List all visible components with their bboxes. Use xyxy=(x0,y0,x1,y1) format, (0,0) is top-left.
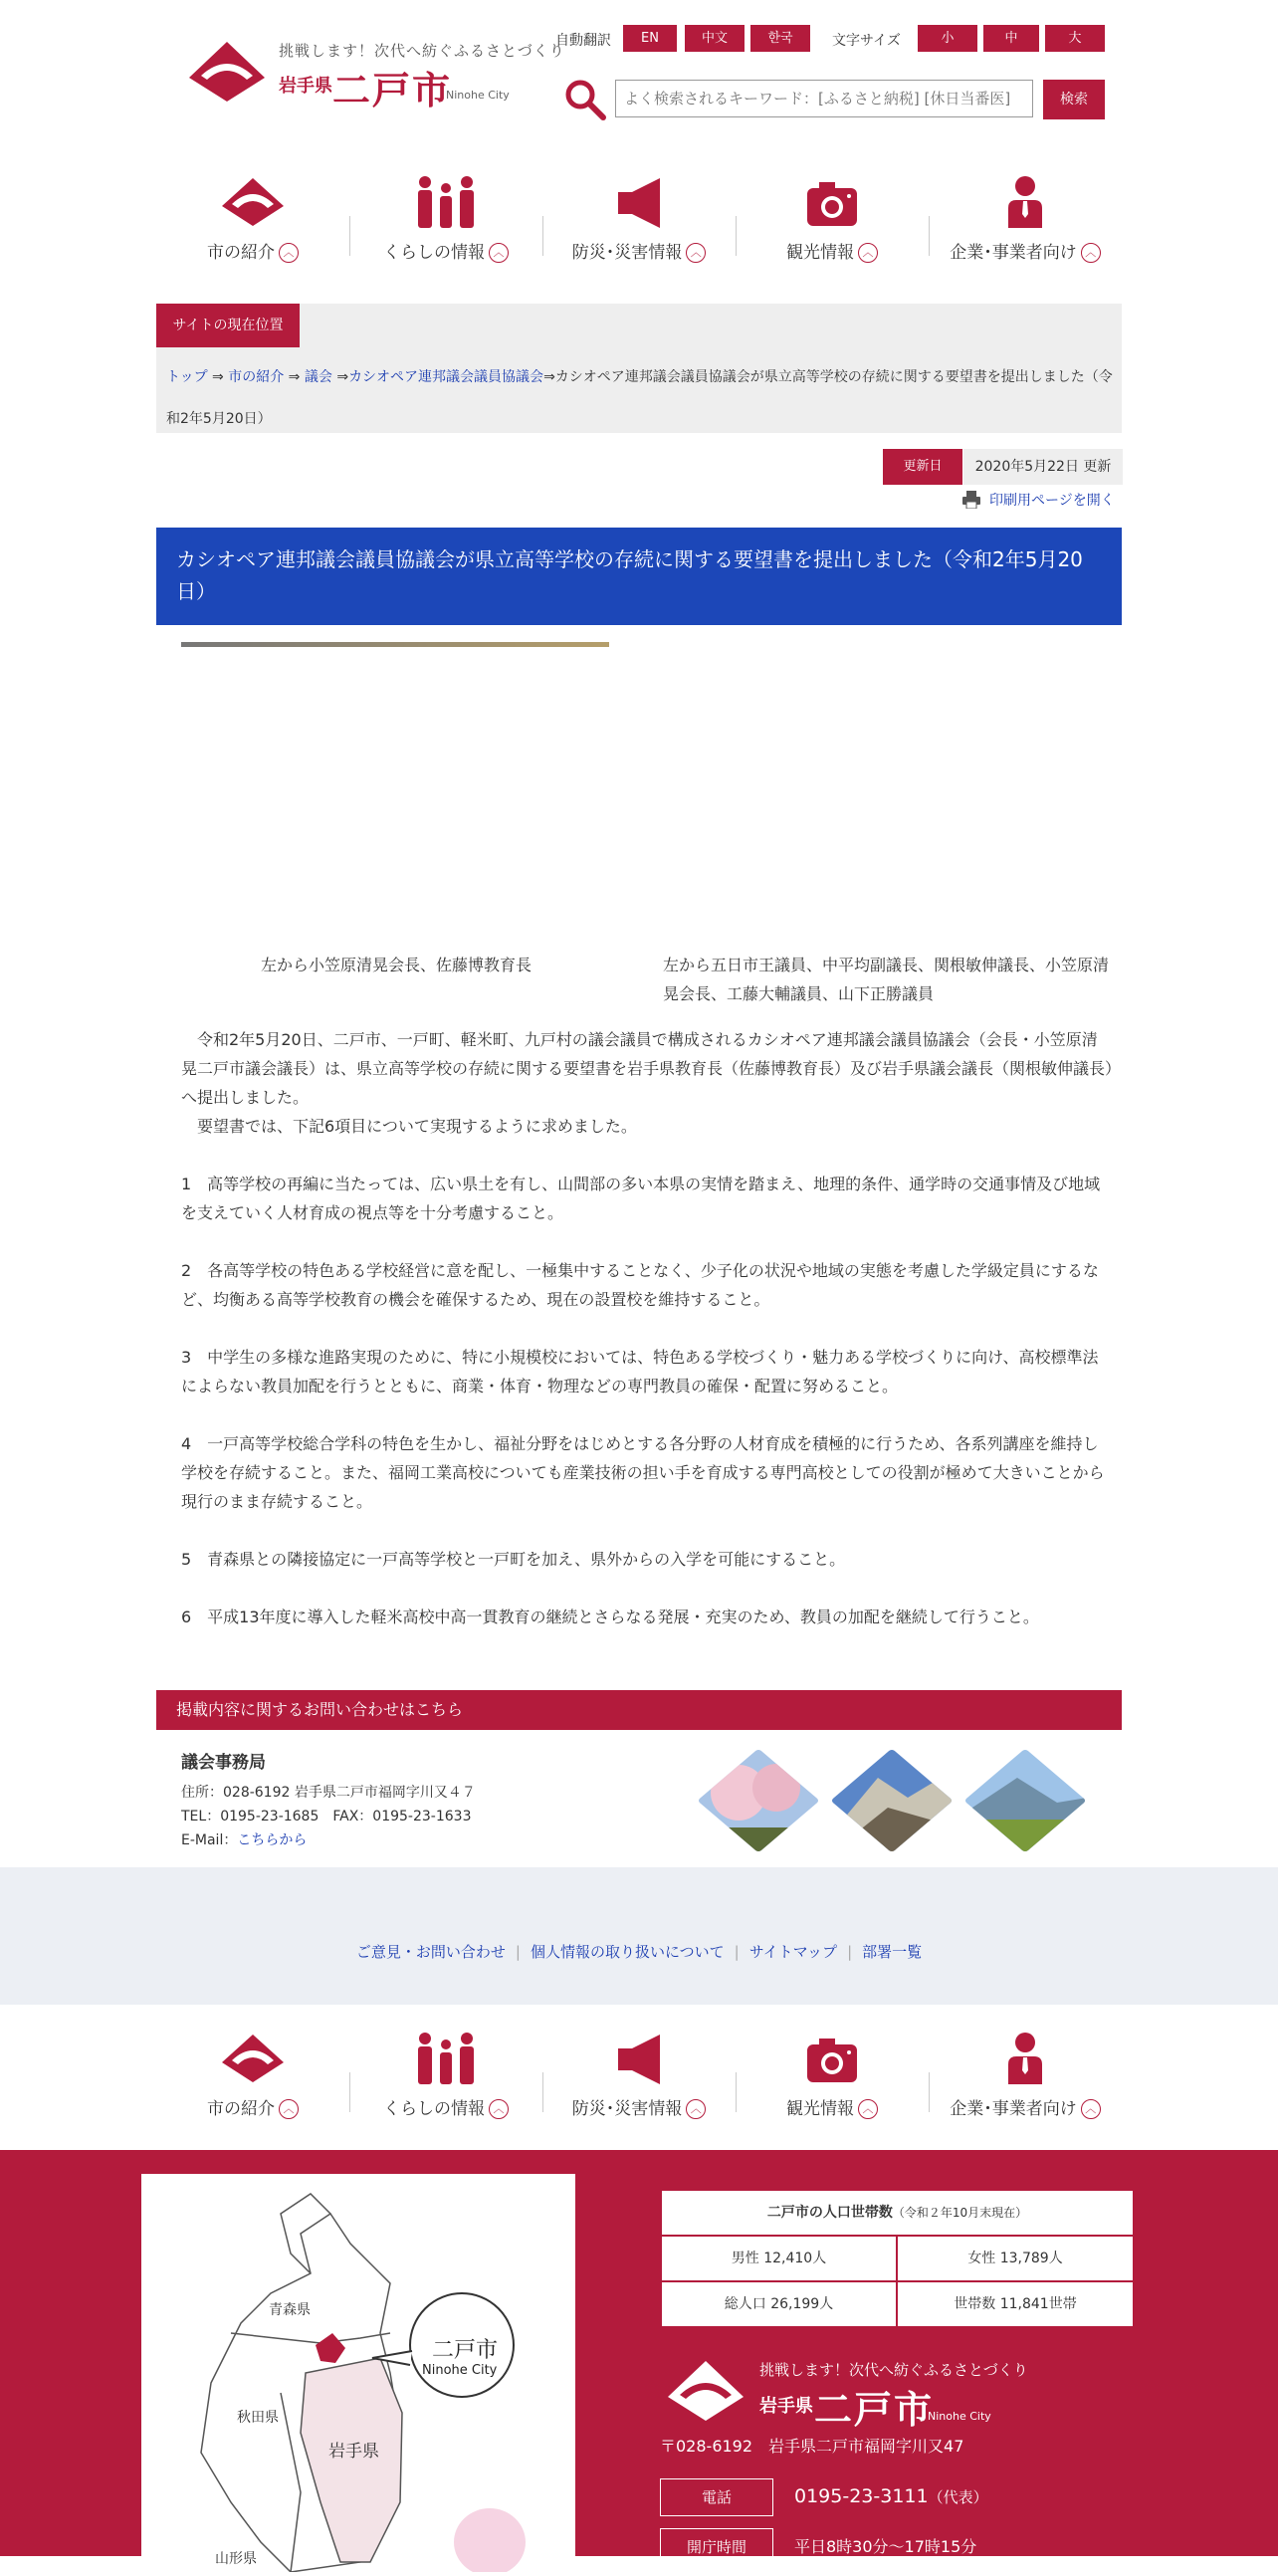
footer-link-departments[interactable]: 部署一覧 xyxy=(862,1943,923,1961)
map-bubble-en: Ninohe City xyxy=(422,2363,498,2378)
city-logo-icon xyxy=(665,2359,746,2423)
footer-city-name: 二戸市 xyxy=(814,2388,935,2432)
population-note: （令和２年10月末現在） xyxy=(892,2206,1028,2220)
article-paragraph: 6 平成13年度に導入した軽米高校中高一貫教育の継続とさらなる発展・充実のため、教員の加配を継続して行うこと。 xyxy=(181,1608,1039,1626)
site-tagline: 挑戦します！次代へ紡ぐふるさとづくり xyxy=(279,42,565,60)
footer-links: ご意見・お問い合わせ | 個人情報の取り扱いについて | サイトマップ | 部署一覧 xyxy=(0,1941,1278,1962)
tohoku-map-icon xyxy=(141,2174,575,2572)
lang-zh-button[interactable]: 中文 xyxy=(685,25,745,52)
camera-icon xyxy=(797,174,867,230)
family-icon xyxy=(411,2031,481,2086)
article-photo xyxy=(181,642,609,647)
city-logo-icon xyxy=(218,2031,288,2086)
search-icon xyxy=(563,78,607,121)
font-medium-button[interactable]: 中 xyxy=(983,25,1039,52)
footer-link-feedback[interactable]: ご意見・お問い合わせ xyxy=(355,1943,506,1961)
article-paragraph: 5 青森県との隣接協定に一戸高等学校と一戸町を加え、県外からの入学を可能にすること。 xyxy=(181,1550,846,1569)
family-icon xyxy=(411,174,481,230)
global-nav xyxy=(156,174,1122,314)
footer-phone-line xyxy=(794,2485,988,2507)
population-total: 総人口 26,199人 xyxy=(661,2281,897,2327)
email-label: E-Mail： xyxy=(181,1832,238,1848)
chevron-up-icon: ︿ xyxy=(279,243,299,263)
chevron-up-icon: ︿ xyxy=(489,2099,509,2119)
nav-business[interactable] xyxy=(929,174,1122,314)
footer-phone[interactable]: 0195-23-3111 xyxy=(794,2485,929,2507)
breadcrumb-link-top[interactable]: トップ xyxy=(166,369,208,385)
print-page-link[interactable]: 印刷用ページを開く xyxy=(989,493,1115,509)
page-title: カシオペア連邦議会議員協議会が県立高等学校の存続に関する要望書を提出しました（令和2年5月20日） xyxy=(156,528,1122,625)
footer-city-en: Ninohe City xyxy=(928,2410,991,2423)
nav-label: 企業･事業者向け xyxy=(950,2099,1077,2119)
footer-phone-note: （代表） xyxy=(928,2488,988,2506)
map-label-yamagata: 山形県 xyxy=(215,2551,257,2567)
photo-caption-left: 左から小笠原清晃会長、佐藤博教育長 xyxy=(261,956,532,974)
population-table xyxy=(661,2190,1134,2327)
font-small-button[interactable]: 小 xyxy=(918,25,977,52)
site-city-name[interactable]: 二戸市 xyxy=(332,69,453,112)
footer-links-band xyxy=(0,1867,1278,2005)
nav-label: 観光情報 xyxy=(786,2099,854,2119)
printer-icon xyxy=(961,491,981,509)
breadcrumb-current: カシオペア連邦議会議員協議会が県立高等学校の存続に関する要望書を提出しました（令和2年5月20日） xyxy=(166,369,1113,427)
site-city-en: Ninohe City xyxy=(446,89,510,102)
lang-en-button[interactable]: EN xyxy=(623,25,677,52)
breadcrumb-title: サイトの現在位置 xyxy=(156,304,300,347)
nav-label: 市の紹介 xyxy=(207,2099,275,2119)
nav-living[interactable] xyxy=(349,174,542,314)
font-size-label: 文字サイズ xyxy=(832,33,901,49)
business-person-icon xyxy=(990,174,1060,230)
chevron-up-icon: ︿ xyxy=(686,243,706,263)
translate-label: 自動翻訳 xyxy=(555,33,611,49)
breadcrumb-link-city-intro[interactable]: 市の紹介 xyxy=(228,369,285,385)
megaphone-icon xyxy=(604,174,674,230)
site-pref: 岩手県 xyxy=(279,76,332,97)
contact-header: 掲載内容に関するお問い合わせはこちら xyxy=(156,1690,1122,1730)
footer-link-sitemap[interactable]: サイトマップ xyxy=(748,1943,838,1961)
footer-hours-label: 開庁時間 xyxy=(660,2528,773,2566)
footer-pref: 岩手県 xyxy=(759,2396,813,2417)
nav-business[interactable] xyxy=(929,2031,1122,2170)
population-title: 二戸市の人口世帯数 xyxy=(766,2205,893,2221)
population-title-cell xyxy=(661,2190,1134,2236)
nav-label: くらしの情報 xyxy=(383,2099,485,2119)
breadcrumb-trail: トップ ⇒ 市の紹介 ⇒ 議会 ⇒カシオペア連邦議会議員協議会⇒カシオペア連邦議会議員協議会が県立高等学校の存続に関する要望書を提出しました（令和2年5月20日） xyxy=(166,369,1113,427)
chevron-up-icon: ︿ xyxy=(1081,2099,1101,2119)
search-button[interactable]: 検索 xyxy=(1043,80,1105,119)
nav-disaster[interactable] xyxy=(542,2031,736,2170)
update-date: 2020年5月22日 更新 xyxy=(963,449,1123,485)
footer-tagline: 挑戦します！次代へ紡ぐふるさとづくり xyxy=(759,2361,1028,2379)
font-large-button[interactable]: 大 xyxy=(1045,25,1105,52)
article-paragraph: 2 各高等学校の特色ある学校経営に意を配し、一極集中することなく、少子化の状況や地域の実態を考慮した学級定員にするなど、均衡ある高等学校教育の機会を確保するため、現在の設置校を維持すること。 xyxy=(181,1261,1099,1309)
search-input[interactable] xyxy=(615,80,1033,117)
footer-hours: 平日8時30分～17時15分 xyxy=(794,2537,977,2556)
city-logo-icon xyxy=(218,174,288,230)
location-map xyxy=(141,2174,575,2572)
nav-disaster[interactable] xyxy=(542,174,736,314)
breadcrumb-link-cassiopeia[interactable]: カシオペア連邦議会議員協議会 xyxy=(348,369,544,385)
breadcrumb-link-council[interactable]: 議会 xyxy=(304,369,332,385)
article-paragraph: 3 中学生の多様な進路実現のために、特に小規模校においては、特色ある学校づくり・魅力ある学校づくりに向け、高校標準法によらない教員加配を行うとともに、商業・体育・物理などの専門教員の確保・配置に努めること。 xyxy=(181,1348,1099,1395)
article-paragraph: 令和2年5月20日、二戸市、一戸町、軽米町、九戸村の議会議員で構成されるカシオペア連邦議会議員協議会（会長・小笠原清晃二戸市議会議長）は、県立高等学校の存続に関する要望書を岩手県教育長（佐藤博教育長）及び岩手県議会議長（関根敏伸議長）へ提出しました。 xyxy=(181,1030,1114,1107)
business-person-icon xyxy=(990,2031,1060,2086)
city-logo-icon[interactable] xyxy=(187,40,267,104)
nav-label: 防災･災害情報 xyxy=(571,2099,683,2119)
article-body xyxy=(181,1025,1113,1631)
photo-caption-right: 左から五日市王議員、中平均副議長、関根敏伸議長、小笠原清晃会長、工藤大輔議員、山下正勝議員 xyxy=(663,956,1110,1003)
map-label-iwate: 岩手県 xyxy=(328,2442,379,2462)
article-paragraph: 4 一戸高等学校総合学科の特色を生かし、福祉分野をはじめとする各分野の人材育成を積極的に行うため、各系列講座を維持し学校を存続すること。また、福岡工業高校についても産業技術の担い手を育成する専門高校としての役割が極めて大きいことから現行のまま存続すること。 xyxy=(181,1434,1105,1511)
footer-address: 〒028-6192 岩手県二戸市福岡字川又47 xyxy=(660,2437,964,2456)
update-label: 更新日 xyxy=(883,449,962,485)
nav-living[interactable] xyxy=(349,2031,542,2170)
email-link[interactable]: こちらから xyxy=(237,1832,308,1848)
camera-icon xyxy=(797,2031,867,2086)
nav-label: 観光情報 xyxy=(786,243,854,263)
nav-city-intro[interactable] xyxy=(156,174,349,314)
footer-phone-label: 電話 xyxy=(660,2478,773,2516)
nav-label: くらしの情報 xyxy=(383,243,485,263)
chevron-up-icon: ︿ xyxy=(489,243,509,263)
map-label-aomori: 青森県 xyxy=(269,2302,311,2318)
nav-tourism[interactable] xyxy=(736,174,929,314)
article-paragraph: 1 高等学校の再編に当たっては、広い県土を有し、山間部の多い本県の実情を踏まえ、地理的条件、通学時の交通事情及び地域を支えていく人材育成の視点等を十分考慮すること。 xyxy=(181,1175,1101,1222)
map-bubble-city: 二戸市 xyxy=(432,2338,499,2363)
population-male: 男性 12,410人 xyxy=(661,2236,897,2281)
nav-city-intro[interactable] xyxy=(156,2031,349,2170)
population-households: 世帯数 11,841世帯 xyxy=(897,2281,1134,2327)
nav-label: 防災･災害情報 xyxy=(571,243,683,263)
lang-ko-button[interactable]: 한국 xyxy=(750,25,810,52)
nav-label: 市の紹介 xyxy=(207,243,275,263)
map-label-akita: 秋田県 xyxy=(237,2410,279,2426)
chevron-up-icon: ︿ xyxy=(858,243,878,263)
chevron-up-icon: ︿ xyxy=(858,2099,878,2119)
article-paragraph: 要望書では、下記6項目について実現するように求めました。 xyxy=(181,1117,637,1136)
footer-link-privacy[interactable]: 個人情報の取り扱いについて xyxy=(530,1943,725,1961)
chevron-up-icon: ︿ xyxy=(279,2099,299,2119)
contact-tel-fax: TEL：0195-23-1685 FAX：0195-23-1633 xyxy=(181,1809,472,1825)
scenery-photos xyxy=(689,1748,1087,1853)
nav-tourism[interactable] xyxy=(736,2031,929,2170)
chevron-up-icon: ︿ xyxy=(686,2099,706,2119)
contact-department: 議会事務局 xyxy=(181,1753,266,1773)
contact-email xyxy=(181,1829,307,1849)
footer-nav xyxy=(156,2031,1122,2170)
population-female: 女性 13,789人 xyxy=(897,2236,1134,2281)
contact-address: 住所：028-6192 岩手県二戸市福岡字川又４７ xyxy=(181,1785,476,1801)
chevron-up-icon: ︿ xyxy=(1081,243,1101,263)
nav-label: 企業･事業者向け xyxy=(950,243,1077,263)
megaphone-icon xyxy=(604,2031,674,2086)
